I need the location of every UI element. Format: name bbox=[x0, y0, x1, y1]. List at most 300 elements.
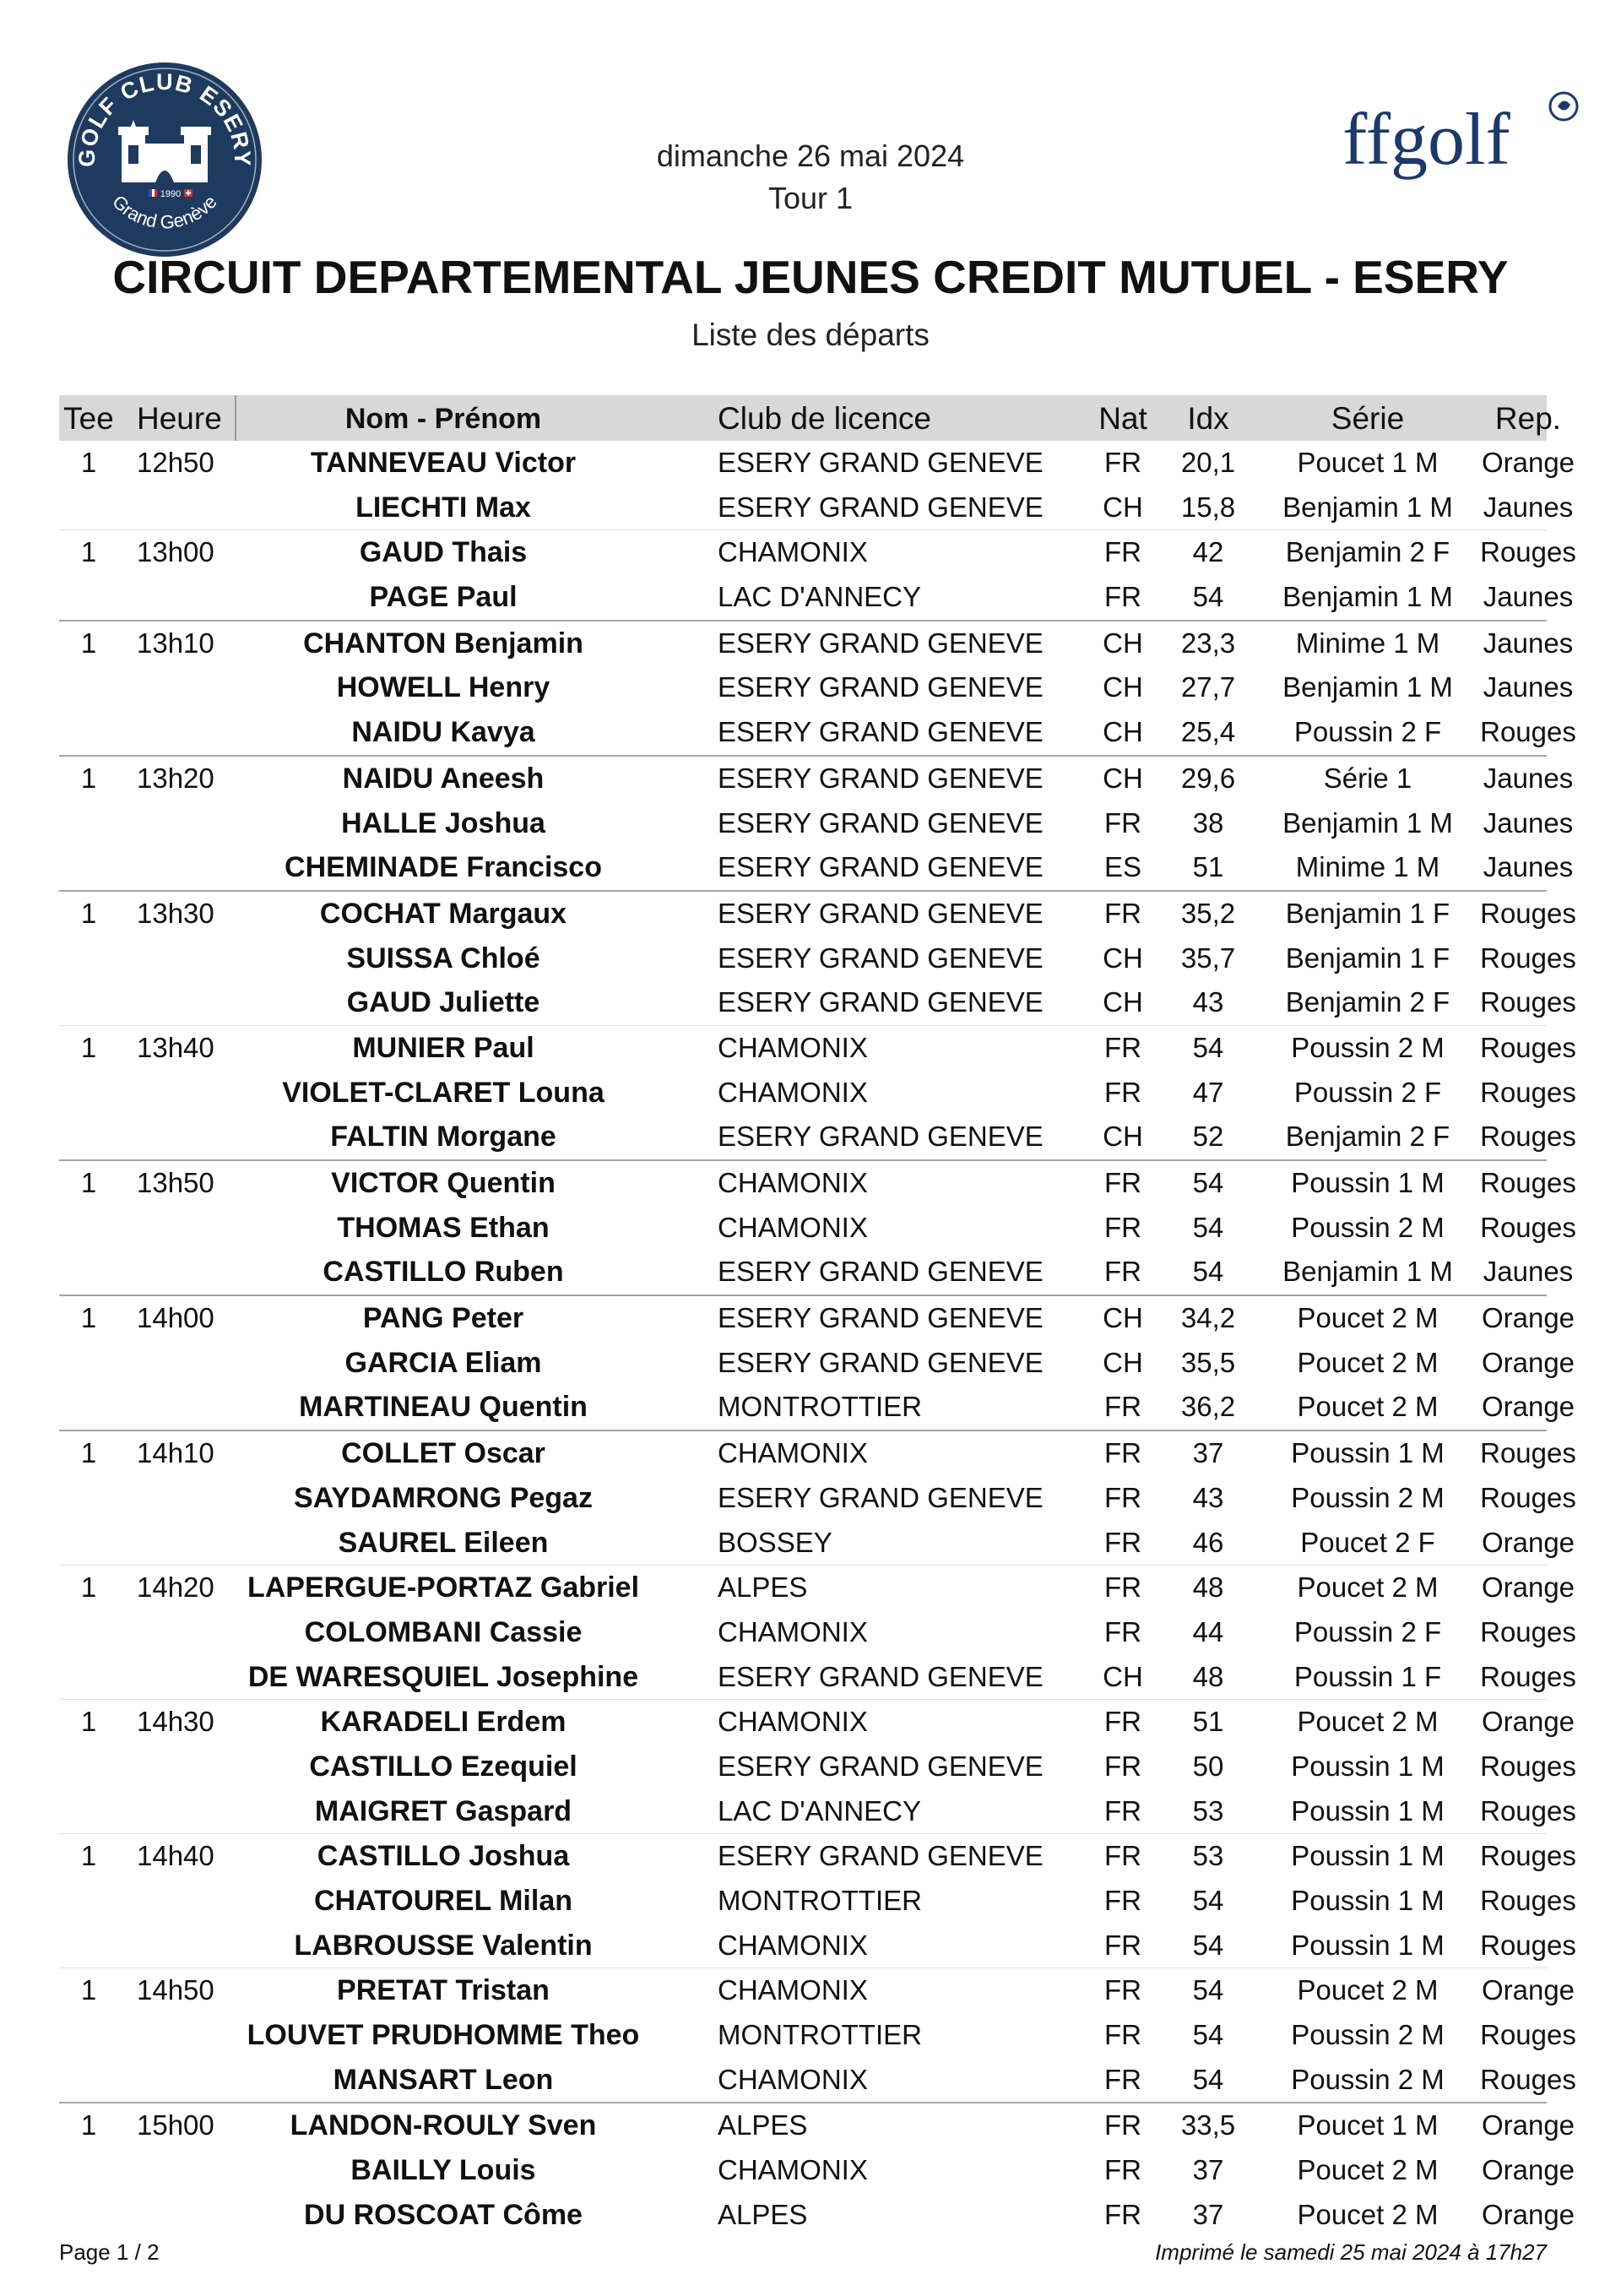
cell-nom: SAUREL Eileen bbox=[338, 1526, 549, 1559]
cell-nom: FALTIN Morgane bbox=[330, 1121, 556, 1153]
cell-idx: 54 bbox=[1192, 1167, 1224, 1198]
cell-heure: 14h20 bbox=[137, 1571, 214, 1604]
cell-idx: 46 bbox=[1192, 1526, 1224, 1558]
cell-serie: Benjamin 2 F bbox=[1285, 986, 1450, 1018]
cell-club: ESERY GRAND GENEVE bbox=[718, 1660, 1044, 1692]
cell-serie: Poussin 1 M bbox=[1291, 1437, 1445, 1469]
cell-nom: THOMAS Ethan bbox=[337, 1211, 550, 1244]
cell-idx: 34,2 bbox=[1180, 1302, 1236, 1334]
cell-nom: NAIDU Aneesh bbox=[342, 762, 545, 795]
cell-rep: Jaunes bbox=[1483, 581, 1574, 613]
cell-serie: Poucet 1 M bbox=[1297, 447, 1439, 478]
cell-nat: FR bbox=[1104, 2154, 1141, 2186]
table-row bbox=[59, 2148, 1575, 2193]
cell-serie: Benjamin 1 M bbox=[1282, 806, 1453, 839]
table-row bbox=[59, 1250, 1574, 1295]
cell-idx: 43 bbox=[1192, 1481, 1224, 1513]
cell-nat: FR bbox=[1104, 1167, 1141, 1198]
cell-nat: FR bbox=[1104, 1794, 1141, 1826]
cell-nat: FR bbox=[1104, 536, 1141, 568]
table-row bbox=[59, 845, 1574, 890]
cell-nat: CH bbox=[1103, 1346, 1143, 1378]
cell-tee: 1 bbox=[80, 447, 97, 478]
cell-nat: FR bbox=[1104, 1750, 1141, 1782]
cell-tee: 1 bbox=[80, 1706, 97, 1738]
cell-heure: 14h10 bbox=[137, 1437, 214, 1469]
cell-tee: 1 bbox=[80, 2109, 97, 2141]
column-header-nat: Nat bbox=[1098, 401, 1147, 436]
cell-serie: Poucet 2 M bbox=[1297, 1302, 1439, 1334]
cell-serie: Poussin 1 M bbox=[1291, 1167, 1445, 1198]
cell-nom: MUNIER Paul bbox=[352, 1031, 534, 1064]
cell-nom: VICTOR Quentin bbox=[331, 1167, 556, 1199]
cell-idx: 54 bbox=[1192, 1031, 1224, 1063]
cell-serie: Benjamin 1 M bbox=[1282, 491, 1453, 523]
cell-serie: Poucet 2 M bbox=[1297, 1571, 1439, 1604]
cell-nom: PRETAT Tristan bbox=[337, 1974, 550, 2007]
cell-serie: Poucet 2 M bbox=[1297, 1974, 1439, 2006]
cell-idx: 37 bbox=[1192, 2154, 1224, 2186]
cell-nom: LAPERGUE-PORTAZ Gabriel bbox=[247, 1571, 640, 1604]
cell-nat: FR bbox=[1104, 1974, 1141, 2006]
cell-serie: Poussin 1 M bbox=[1291, 1750, 1445, 1782]
cell-nat: FR bbox=[1104, 1481, 1141, 1513]
table-row bbox=[59, 575, 1574, 620]
cell-rep: Rouges bbox=[1480, 1794, 1576, 1826]
logo-bottom-text: Grand Genève bbox=[108, 191, 221, 233]
cell-rep: Rouges bbox=[1480, 2019, 1576, 2051]
cell-idx: 47 bbox=[1192, 1076, 1224, 1108]
table-row bbox=[59, 1341, 1575, 1386]
cell-serie: Benjamin 2 F bbox=[1285, 1121, 1450, 1153]
cell-nat: FR bbox=[1104, 806, 1141, 839]
cell-rep: Orange bbox=[1481, 1302, 1575, 1334]
table-row bbox=[59, 620, 1574, 666]
cell-idx: 20,1 bbox=[1180, 447, 1236, 478]
column-header-tee: Tee bbox=[63, 401, 114, 436]
cell-nom: PAGE Paul bbox=[369, 581, 518, 614]
cell-idx: 38 bbox=[1192, 806, 1224, 839]
cell-nom: MARTINEAU Quentin bbox=[299, 1391, 588, 1424]
cell-nom: GARCIA Eliam bbox=[344, 1346, 542, 1379]
cell-club: CHAMONIX bbox=[718, 1211, 868, 1243]
cell-idx: 54 bbox=[1192, 1974, 1224, 2006]
cell-idx: 15,8 bbox=[1180, 491, 1236, 523]
column-header-heure: Heure bbox=[137, 401, 222, 436]
cell-nat: CH bbox=[1103, 1121, 1143, 1153]
cell-nat: FR bbox=[1104, 2019, 1141, 2051]
cell-club: CHAMONIX bbox=[718, 1706, 868, 1738]
cell-club: MONTROTTIER bbox=[718, 2019, 922, 2051]
cell-serie: Poucet 1 M bbox=[1297, 2109, 1439, 2141]
table-row bbox=[59, 2102, 1575, 2148]
cell-tee: 1 bbox=[80, 627, 97, 659]
cell-nom: CHEMINADE Francisco bbox=[285, 851, 602, 884]
cell-serie: Poucet 2 M bbox=[1297, 2198, 1439, 2230]
cell-rep: Rouges bbox=[1480, 1481, 1576, 1513]
cell-rep: Rouges bbox=[1480, 986, 1576, 1018]
cell-idx: 36,2 bbox=[1180, 1391, 1236, 1423]
table-row bbox=[59, 1879, 1576, 1924]
cell-club: ESERY GRAND GENEVE bbox=[718, 1121, 1044, 1153]
cell-rep: Rouges bbox=[1480, 942, 1576, 974]
cell-idx: 35,5 bbox=[1180, 1346, 1236, 1378]
cell-serie: Série 1 bbox=[1323, 762, 1412, 794]
cell-rep: Jaunes bbox=[1483, 806, 1574, 839]
cell-idx: 54 bbox=[1192, 1885, 1224, 1916]
cell-heure: 13h30 bbox=[137, 897, 214, 929]
cell-club: ALPES bbox=[718, 2109, 808, 2141]
cell-nom: DE WARESQUIEL Josephine bbox=[247, 1660, 639, 1693]
cell-nom: HOWELL Henry bbox=[336, 671, 550, 704]
cell-club: ESERY GRAND GENEVE bbox=[718, 1840, 1044, 1872]
cell-nat: FR bbox=[1104, 1437, 1141, 1469]
cell-nat: CH bbox=[1103, 986, 1143, 1018]
cell-club: ESERY GRAND GENEVE bbox=[718, 671, 1044, 703]
cell-nat: FR bbox=[1104, 1840, 1141, 1872]
cell-rep: Orange bbox=[1481, 1346, 1575, 1378]
cell-nat: FR bbox=[1104, 2198, 1141, 2230]
cell-tee: 1 bbox=[80, 762, 97, 794]
cell-serie: Poussin 1 M bbox=[1291, 1794, 1445, 1826]
cell-serie: Benjamin 1 M bbox=[1282, 671, 1453, 703]
cell-serie: Poussin 2 M bbox=[1291, 1211, 1445, 1243]
cell-idx: 29,6 bbox=[1180, 762, 1236, 794]
table-row bbox=[59, 1159, 1576, 1206]
cell-idx: 37 bbox=[1192, 1437, 1224, 1469]
cell-rep: Orange bbox=[1481, 1974, 1575, 2006]
cell-club: ESERY GRAND GENEVE bbox=[718, 491, 1044, 523]
cell-serie: Poussin 2 F bbox=[1293, 1615, 1442, 1647]
cell-rep: Jaunes bbox=[1483, 627, 1574, 659]
cell-nom: GAUD Juliette bbox=[346, 986, 540, 1019]
column-header-nom: Nom - Prénom bbox=[344, 403, 542, 435]
cell-nat: FR bbox=[1104, 1031, 1141, 1063]
cell-rep: Orange bbox=[1481, 2154, 1575, 2186]
cell-rep: Jaunes bbox=[1483, 671, 1574, 703]
cell-rep: Jaunes bbox=[1483, 491, 1574, 523]
table-row bbox=[59, 980, 1576, 1025]
cell-nom: DU ROSCOAT Côme bbox=[304, 2198, 583, 2231]
cell-serie: Benjamin 1 F bbox=[1285, 897, 1450, 929]
cell-nom: PANG Peter bbox=[362, 1302, 524, 1335]
cell-idx: 51 bbox=[1192, 851, 1224, 883]
cell-club: ESERY GRAND GENEVE bbox=[718, 627, 1044, 659]
table-row bbox=[59, 1699, 1575, 1745]
cell-nom: LABROUSSE Valentin bbox=[294, 1929, 593, 1962]
cell-rep: Orange bbox=[1481, 2198, 1575, 2230]
cell-club: CHAMONIX bbox=[718, 1974, 868, 2006]
table-row bbox=[59, 1565, 1575, 1610]
cell-heure: 14h30 bbox=[137, 1706, 214, 1738]
cell-nom: VIOLET-CLARET Louna bbox=[282, 1076, 604, 1109]
cell-rep: Rouges bbox=[1480, 1615, 1576, 1647]
cell-club: ESERY GRAND GENEVE bbox=[718, 1481, 1044, 1513]
cell-nat: FR bbox=[1104, 897, 1141, 929]
cell-club: CHAMONIX bbox=[718, 1167, 868, 1198]
cell-nat: FR bbox=[1104, 1885, 1141, 1916]
column-header-idx: Idx bbox=[1187, 401, 1229, 436]
cell-idx: 33,5 bbox=[1180, 2109, 1236, 2141]
cell-rep: Rouges bbox=[1480, 1885, 1576, 1916]
table-row bbox=[59, 1789, 1576, 1834]
cell-heure: 13h20 bbox=[137, 762, 214, 794]
cell-idx: 37 bbox=[1192, 2198, 1224, 2230]
table-row bbox=[59, 890, 1576, 936]
cell-rep: Rouges bbox=[1480, 1211, 1576, 1243]
logo-top-text: GOLF CLUB ESERY bbox=[73, 68, 256, 168]
cell-serie: Poucet 2 M bbox=[1297, 1346, 1439, 1378]
cell-idx: 54 bbox=[1192, 2063, 1224, 2095]
cell-rep: Rouges bbox=[1480, 536, 1576, 568]
column-header-serie: Série bbox=[1331, 401, 1405, 436]
cell-club: ESERY GRAND GENEVE bbox=[718, 447, 1044, 478]
cell-serie: Poussin 2 M bbox=[1291, 2063, 1445, 2095]
cell-club: CHAMONIX bbox=[718, 1031, 868, 1063]
cell-idx: 44 bbox=[1192, 1615, 1224, 1647]
cell-idx: 54 bbox=[1192, 581, 1224, 613]
cell-heure: 13h40 bbox=[137, 1031, 214, 1063]
cell-serie: Benjamin 2 F bbox=[1285, 536, 1450, 568]
cell-club: ESERY GRAND GENEVE bbox=[718, 1750, 1044, 1782]
cell-serie: Minime 1 M bbox=[1295, 851, 1440, 883]
cell-club: BOSSEY bbox=[718, 1526, 832, 1558]
cell-heure: 13h50 bbox=[137, 1167, 214, 1198]
cell-rep: Orange bbox=[1481, 447, 1575, 478]
cell-idx: 35,2 bbox=[1180, 897, 1236, 929]
cell-idx: 54 bbox=[1192, 1929, 1224, 1961]
cell-nat: CH bbox=[1103, 762, 1143, 794]
cell-nom: LOUVET PRUDHOMME Theo bbox=[247, 2019, 640, 2052]
tour-label: Tour 1 bbox=[767, 181, 854, 215]
table-row bbox=[59, 936, 1576, 981]
table-row bbox=[59, 1968, 1575, 2013]
cell-nom: KARADELI Erdem bbox=[320, 1706, 567, 1739]
cell-heure: 14h40 bbox=[137, 1840, 214, 1872]
table-row bbox=[59, 1521, 1575, 1566]
cell-rep: Rouges bbox=[1480, 2063, 1576, 2095]
cell-rep: Rouges bbox=[1480, 1929, 1576, 1961]
cell-serie: Poucet 2 M bbox=[1297, 1706, 1439, 1738]
cell-nat: CH bbox=[1103, 716, 1143, 748]
table-row bbox=[59, 529, 1576, 575]
cell-rep: Jaunes bbox=[1483, 1256, 1574, 1288]
cell-nat: FR bbox=[1104, 1076, 1141, 1108]
cell-rep: Jaunes bbox=[1483, 851, 1574, 883]
cell-club: CHAMONIX bbox=[718, 1929, 868, 1961]
table-row bbox=[59, 665, 1574, 710]
cell-nom: GAUD Thais bbox=[359, 536, 528, 569]
cell-nom: SAYDAMRONG Pegaz bbox=[294, 1481, 593, 1514]
cell-nat: FR bbox=[1104, 1526, 1141, 1558]
page-number: Page 1 / 2 bbox=[59, 2239, 160, 2265]
page-title: CIRCUIT DEPARTEMENTAL JEUNES CREDIT MUTUEL - ESERY bbox=[112, 251, 1509, 303]
cell-club: CHAMONIX bbox=[718, 2063, 868, 2095]
cell-idx: 48 bbox=[1192, 1571, 1224, 1604]
cell-nat: FR bbox=[1104, 1391, 1141, 1423]
cell-idx: 23,3 bbox=[1180, 627, 1236, 659]
cell-nom: CASTILLO Ruben bbox=[323, 1256, 564, 1289]
cell-tee: 1 bbox=[80, 1031, 97, 1063]
cell-club: ESERY GRAND GENEVE bbox=[718, 716, 1044, 748]
table-row bbox=[59, 2058, 1576, 2103]
cell-club: ESERY GRAND GENEVE bbox=[718, 806, 1044, 839]
cell-nat: FR bbox=[1104, 2063, 1141, 2095]
cell-club: CHAMONIX bbox=[718, 1615, 868, 1647]
cell-club: ESERY GRAND GENEVE bbox=[718, 1346, 1044, 1378]
cell-tee: 1 bbox=[80, 1974, 97, 2006]
cell-nom: COLOMBANI Cassie bbox=[304, 1615, 583, 1648]
table-row bbox=[59, 441, 1575, 486]
column-header-rep: Rep. bbox=[1494, 401, 1562, 436]
cell-rep: Rouges bbox=[1480, 1167, 1576, 1198]
table-row bbox=[59, 1430, 1576, 1476]
cell-nom: COLLET Oscar bbox=[341, 1437, 545, 1470]
cell-tee: 1 bbox=[80, 536, 97, 568]
cell-heure: 12h50 bbox=[137, 447, 214, 478]
cell-rep: Orange bbox=[1481, 1391, 1575, 1423]
cell-nom: SUISSA Chloé bbox=[346, 942, 540, 974]
cell-nat: FR bbox=[1104, 2109, 1141, 2141]
cell-serie: Poussin 1 M bbox=[1291, 1885, 1445, 1916]
cell-heure: 14h00 bbox=[137, 1302, 214, 1334]
table-row bbox=[59, 1476, 1576, 1521]
cell-nat: ES bbox=[1103, 851, 1142, 883]
cell-nat: FR bbox=[1104, 1571, 1141, 1604]
cell-club: LAC D'ANNECY bbox=[718, 581, 922, 613]
cell-club: CHAMONIX bbox=[718, 2154, 868, 2186]
cell-serie: Poussin 2 M bbox=[1291, 1031, 1445, 1063]
cell-serie: Poucet 2 M bbox=[1297, 1391, 1439, 1423]
cell-rep: Rouges bbox=[1480, 897, 1576, 929]
cell-club: ESERY GRAND GENEVE bbox=[718, 851, 1044, 883]
cell-nat: FR bbox=[1104, 1929, 1141, 1961]
cell-rep: Orange bbox=[1481, 1571, 1575, 1604]
cell-nat: CH bbox=[1103, 627, 1143, 659]
cell-rep: Rouges bbox=[1480, 1031, 1576, 1063]
cell-serie: Poussin 2 M bbox=[1291, 1481, 1445, 1513]
cell-rep: Rouges bbox=[1480, 1660, 1576, 1692]
table-row bbox=[59, 2193, 1575, 2238]
ffgolf-logo-text: ffgolf bbox=[1342, 99, 1510, 181]
cell-rep: Rouges bbox=[1480, 716, 1576, 748]
cell-tee: 1 bbox=[80, 1840, 97, 1872]
cell-nom: CHANTON Benjamin bbox=[303, 627, 583, 659]
cell-club: ESERY GRAND GENEVE bbox=[718, 1256, 1044, 1288]
print-timestamp: Imprimé le samedi 25 mai 2024 à 17h27 bbox=[1155, 2239, 1547, 2265]
cell-nom: MAIGRET Gaspard bbox=[314, 1794, 572, 1827]
cell-nat: CH bbox=[1103, 1302, 1143, 1334]
cell-rep: Rouges bbox=[1480, 1840, 1576, 1872]
cell-nom: CHATOUREL Milan bbox=[313, 1885, 573, 1917]
table-row bbox=[59, 710, 1576, 755]
cell-serie: Poussin 2 F bbox=[1293, 1076, 1442, 1108]
table-row bbox=[59, 1206, 1576, 1251]
table-row bbox=[59, 1610, 1576, 1655]
cell-nat: CH bbox=[1103, 671, 1143, 703]
cell-club: ESERY GRAND GENEVE bbox=[718, 986, 1044, 1018]
cell-serie: Poucet 2 F bbox=[1300, 1526, 1435, 1558]
cell-nat: CH bbox=[1103, 942, 1143, 974]
cell-serie: Benjamin 1 M bbox=[1282, 1256, 1453, 1288]
cell-nom: LANDON-ROULY Sven bbox=[290, 2109, 597, 2142]
table-row bbox=[59, 1115, 1576, 1159]
cell-tee: 1 bbox=[80, 897, 97, 929]
cell-nat: FR bbox=[1104, 1211, 1141, 1243]
cell-nat: CH bbox=[1103, 1660, 1143, 1692]
cell-serie: Poussin 1 M bbox=[1291, 1929, 1445, 1961]
cell-club: ALPES bbox=[718, 2198, 808, 2230]
cell-rep: Orange bbox=[1481, 1706, 1575, 1738]
cell-idx: 50 bbox=[1192, 1750, 1224, 1782]
cell-serie: Minime 1 M bbox=[1295, 627, 1440, 659]
cell-serie: Benjamin 1 F bbox=[1285, 942, 1450, 974]
cell-nom: HALLE Joshua bbox=[341, 806, 545, 839]
table-row bbox=[59, 755, 1574, 801]
cell-serie: Poussin 1 M bbox=[1291, 1840, 1445, 1872]
cell-nat: FR bbox=[1104, 1706, 1141, 1738]
cell-idx: 54 bbox=[1192, 1211, 1224, 1243]
cell-club: CHAMONIX bbox=[718, 1437, 868, 1469]
cell-heure: 15h00 bbox=[137, 2109, 214, 2141]
cell-nat: CH bbox=[1103, 491, 1143, 523]
cell-tee: 1 bbox=[80, 1571, 97, 1604]
cell-rep: Jaunes bbox=[1483, 762, 1574, 794]
cell-rep: Rouges bbox=[1480, 1437, 1576, 1469]
cell-nat: FR bbox=[1104, 1615, 1141, 1647]
table-row bbox=[59, 1655, 1576, 1700]
cell-tee: 1 bbox=[80, 1437, 97, 1469]
cell-rep: Orange bbox=[1481, 2109, 1575, 2141]
cell-nom: COCHAT Margaux bbox=[319, 897, 567, 930]
cell-nat: FR bbox=[1104, 581, 1141, 613]
cell-idx: 35,7 bbox=[1180, 942, 1236, 974]
table-row bbox=[59, 1071, 1576, 1115]
cell-club: LAC D'ANNECY bbox=[718, 1794, 922, 1826]
cell-club: ESERY GRAND GENEVE bbox=[718, 1302, 1044, 1334]
cell-club: ESERY GRAND GENEVE bbox=[718, 762, 1044, 794]
cell-nom: NAIDU Kavya bbox=[351, 716, 535, 749]
cell-club: CHAMONIX bbox=[718, 536, 868, 568]
table-row bbox=[59, 801, 1574, 846]
cell-tee: 1 bbox=[80, 1302, 97, 1334]
cell-nom: BAILLY Louis bbox=[350, 2154, 536, 2187]
cell-heure: 14h50 bbox=[137, 1974, 214, 2006]
cell-idx: 25,4 bbox=[1180, 716, 1236, 748]
cell-idx: 27,7 bbox=[1180, 671, 1236, 703]
cell-serie: Benjamin 1 M bbox=[1282, 581, 1453, 613]
cell-club: MONTROTTIER bbox=[718, 1885, 922, 1916]
cell-nat: FR bbox=[1104, 447, 1141, 478]
event-date: dimanche 26 mai 2024 bbox=[656, 138, 965, 173]
cell-club: ESERY GRAND GENEVE bbox=[718, 897, 1044, 929]
table-row bbox=[59, 1385, 1575, 1430]
cell-idx: 48 bbox=[1192, 1660, 1224, 1692]
table-header bbox=[59, 395, 1562, 441]
cell-serie: Poussin 1 F bbox=[1293, 1660, 1442, 1692]
cell-nat: FR bbox=[1104, 1256, 1141, 1288]
cell-idx: 54 bbox=[1192, 2019, 1224, 2051]
cell-idx: 42 bbox=[1192, 536, 1224, 568]
cell-heure: 13h10 bbox=[137, 627, 214, 659]
table-row bbox=[59, 1295, 1575, 1341]
cell-club: CHAMONIX bbox=[718, 1076, 868, 1108]
cell-rep: Rouges bbox=[1480, 1121, 1576, 1153]
cell-tee: 1 bbox=[80, 1167, 97, 1198]
cell-nom: LIECHTI Max bbox=[355, 491, 531, 524]
cell-serie: Poussin 2 M bbox=[1291, 2019, 1445, 2051]
cell-nom: CASTILLO Ezequiel bbox=[309, 1750, 577, 1783]
